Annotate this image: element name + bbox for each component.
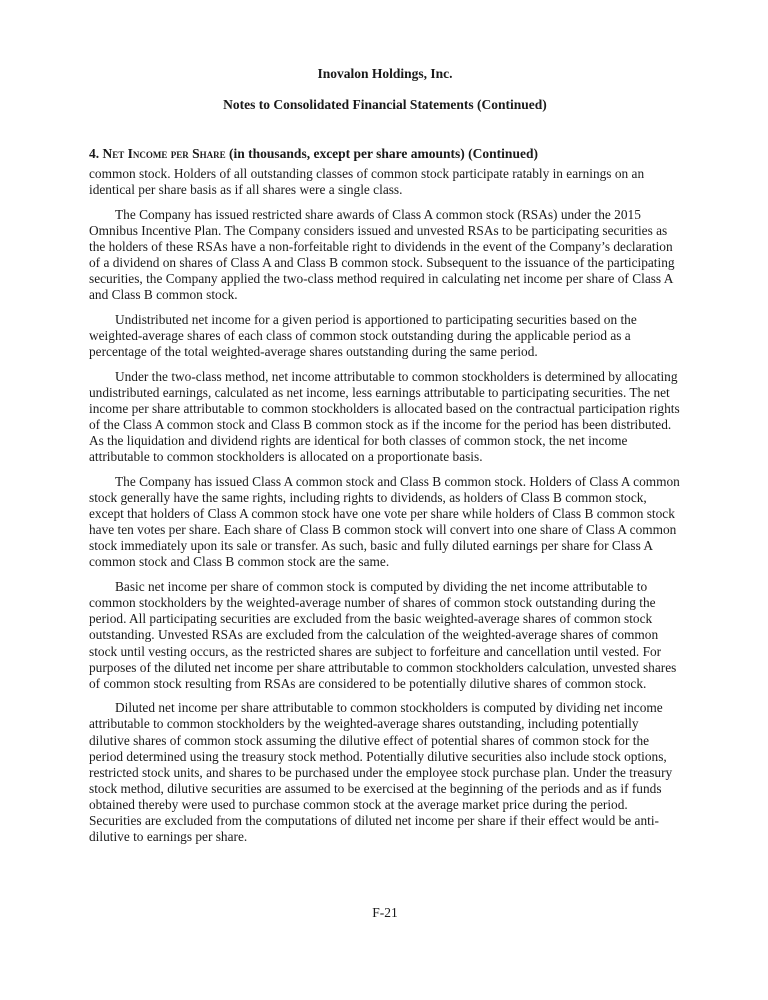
company-name: Inovalon Holdings, Inc. bbox=[317, 66, 453, 81]
section-title-suffix: (in thousands, except per share amounts) (Continued) bbox=[229, 146, 538, 161]
body-text bbox=[89, 166, 681, 854]
paragraph: common stock. Holders of all outstanding classes of common stock participate ratably in earnings on an identical per share basis as if all shares were a single class. bbox=[89, 166, 645, 198]
paragraph: Diluted net income per share attributable to common stockholders is computed by dividing net income attributable to common stockholders by the weighted-average shares outstanding, including potentially dilutive shares of common stock assuming the dilutive effect of potential shares of common stock for the period determined using the treasury stock method. Potentially dilutive securities also include stock options, restricted stock units, and shares to be purchased under the employee stock purchase plan. Under the treasury stock method, dilutive securities are assumed to be exercised at the beginning of the periods and as if funds obtained thereby were used to purchase common stock at the average market price during the period. Securities are excluded from the computations of diluted net income per share if their effect would be anti-dilutive to earnings per share. bbox=[89, 700, 673, 845]
paragraph: Basic net income per share of common stock is computed by dividing the net income attributable to common stockholders by the weighted-average number of shares of common stock outstanding during the period. All participating securities are excluded from the basic weighted-average shares of common stock outstanding. Unvested RSAs are excluded from the calculation of the weighted-average shares of common stock until vesting occurs, as the restricted shares are subject to forfeiture and cancellation until vested. For purposes of the diluted net income per share attributable to common stockholders calculation, unvested shares of common stock resulting from RSAs are considered to be potentially dilutive shares of common stock. bbox=[89, 579, 677, 691]
paragraph: Under the two-class method, net income attributable to common stockholders is determined by allocating undistributed earnings, calculated as net income, less earnings attributable to participating securities. The net income per share attributable to common stockholders is allocated based on the contractual participation rights of the Class A common stock and Class B common stock as if the income for the period has been distributed. As the liquidation and dividend rights are identical for both classes of common stock, the net income attributable to common stockholders is allocated on a proportionate basis. bbox=[89, 368, 680, 465]
section-heading bbox=[89, 146, 681, 162]
notes-title: Notes to Consolidated Financial Statements (Continued) bbox=[223, 97, 547, 112]
paragraph: Undistributed net income for a given period is apportioned to participating securities based on the weighted-average shares of each class of common stock outstanding during the applicable period as a percentage of the total weighted-average shares outstanding during the same period. bbox=[89, 311, 637, 360]
paragraph: The Company has issued restricted share awards of Class A common stock (RSAs) under the 2015 Omnibus Incentive Plan. The Company considers issued and unvested RSAs to be participating securities as the holders of these RSAs have a non-forfeitable right to dividends in the event of the Company’s declaration of a dividend on shares of Class A and Class B common stock. Subsequent to the issuance of the participating securities, the Company applied the two-class method required in calculating net income per share of Class A and Class B common stock. bbox=[89, 206, 675, 303]
section-title: Net Income per Share bbox=[102, 146, 226, 161]
section-number: 4. bbox=[89, 146, 100, 161]
page-number: F-21 bbox=[372, 905, 398, 920]
paragraph: The Company has issued Class A common stock and Class B common stock. Holders of Class A common stock generally have the same rights, including rights to dividends, as holders of Class B common stock, except that holders of Class A common stock have one vote per share while holders of Class B common stock have ten votes per share. Each share of Class B common stock will convert into one share of Class A common stock immediately upon its sale or transfer. As such, basic and fully diluted earnings per share for Class A common stock and Class B common stock are the same. bbox=[89, 473, 680, 570]
